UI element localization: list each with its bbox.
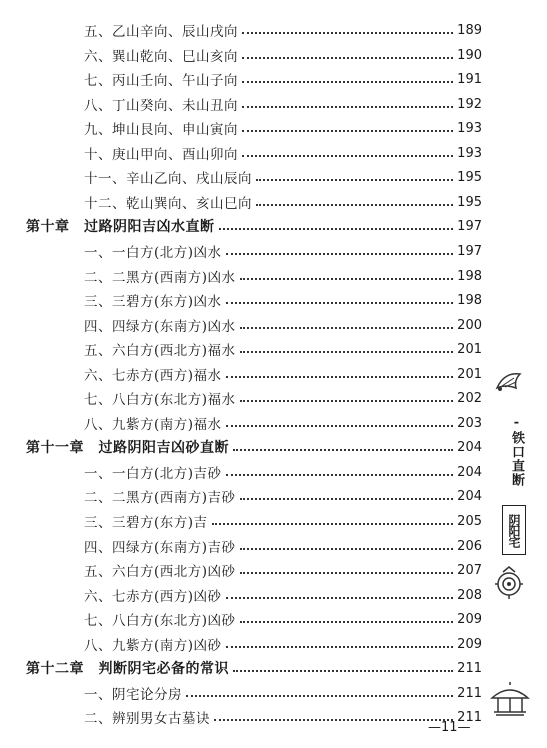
dot-leader xyxy=(212,522,454,525)
toc-entry-title: 十一、辛山乙向、戌山辰向 xyxy=(84,171,252,187)
dot-leader xyxy=(242,56,453,59)
dot-leader xyxy=(233,669,453,672)
medallion-ornament-icon xyxy=(494,566,524,600)
toc-entry-title: 八、丁山癸向、未山丑向 xyxy=(84,98,238,114)
toc-chapter-row xyxy=(26,436,482,458)
toc-entry-page: 190 xyxy=(457,47,482,63)
toc-section-row xyxy=(84,633,482,655)
toc-entry-title: 七、八白方(东北方)凶砂 xyxy=(84,613,236,629)
toc-entry-page: 201 xyxy=(457,366,482,382)
toc-section-row xyxy=(84,93,482,115)
toc-entry-page: 209 xyxy=(457,636,482,652)
toc-section-row xyxy=(84,19,482,41)
toc-section-row xyxy=(84,289,482,311)
toc-entry-title: 三、三碧方(东方)吉 xyxy=(84,515,208,531)
toc-section-row xyxy=(84,412,482,434)
toc-chapter-row xyxy=(26,215,482,237)
side-boxed-title xyxy=(502,505,526,555)
toc-section-row xyxy=(84,240,482,262)
toc-entry-title: 九、坤山艮向、申山寅向 xyxy=(84,122,238,138)
dot-leader xyxy=(256,178,453,181)
toc-entry-title: 八、九紫方(南方)福水 xyxy=(84,417,222,433)
toc-entry-title: 四、四绿方(东南方)凶水 xyxy=(84,319,236,335)
dot-leader xyxy=(242,154,453,157)
toc-entry-page: 206 xyxy=(457,538,482,554)
toc-section-row xyxy=(84,265,482,287)
toc-entry-title: 一、一白方(北方)凶水 xyxy=(84,245,222,261)
fan-ornament-icon xyxy=(494,370,524,394)
toc-entry-title: 五、六白方(西北方)福水 xyxy=(84,343,236,359)
toc-section-row xyxy=(84,608,482,630)
dot-leader xyxy=(226,301,454,304)
toc-section-row xyxy=(84,338,482,360)
dot-leader xyxy=(240,571,454,574)
dot-leader xyxy=(240,620,454,623)
dot-leader xyxy=(226,424,454,427)
toc-entry-page: 208 xyxy=(457,587,482,603)
toc-entry-title: 二、二黑方(西南方)吉砂 xyxy=(84,490,236,506)
toc-section-row xyxy=(84,559,482,581)
toc-entry-title: 第十章 过路阴阳吉凶水直断 xyxy=(26,219,215,235)
toc-entry-title: 十二、乾山巽向、亥山巳向 xyxy=(84,196,252,212)
side-decoration xyxy=(488,370,544,748)
toc-entry-page: 209 xyxy=(457,611,482,627)
toc-entry-page: 211 xyxy=(457,685,482,701)
toc-section-row xyxy=(84,166,482,188)
toc-entry-page: 207 xyxy=(457,562,482,578)
dot-leader xyxy=(240,497,454,500)
toc-section-row xyxy=(84,584,482,606)
toc-entry-title: 三、三碧方(东方)凶水 xyxy=(84,294,222,310)
toc-chapter-row xyxy=(26,657,482,679)
toc-section-row xyxy=(84,387,482,409)
dot-leader xyxy=(242,105,453,108)
toc-section-row xyxy=(84,314,482,336)
toc-entry-page: 204 xyxy=(457,488,482,504)
dot-leader xyxy=(233,448,453,451)
toc-entry-page: 211 xyxy=(457,660,482,676)
toc-entry-title: 七、八白方(东北方)福水 xyxy=(84,392,236,408)
toc-entry-title: 六、七赤方(西方)福水 xyxy=(84,368,222,384)
dot-leader xyxy=(226,252,454,255)
toc-entry-page: 189 xyxy=(457,22,482,38)
toc-entry-page: 192 xyxy=(457,96,482,112)
toc-entry-page: 211 xyxy=(457,709,482,725)
toc-entry-page: 193 xyxy=(457,145,482,161)
dot-leader xyxy=(256,203,453,206)
dot-leader xyxy=(242,31,453,34)
toc-entry-page: 198 xyxy=(457,292,482,308)
dot-leader xyxy=(226,375,454,378)
toc-entry-page: 195 xyxy=(457,194,482,210)
toc-section-row xyxy=(84,363,482,385)
toc-entry-title: 七、丙山壬向、午山子向 xyxy=(84,73,238,89)
toc-entry-title: 五、乙山辛向、辰山戌向 xyxy=(84,24,238,40)
toc-section-row xyxy=(84,117,482,139)
toc-section-row xyxy=(84,461,482,483)
dot-leader xyxy=(242,129,453,132)
dot-leader xyxy=(240,399,454,402)
toc-entry-title: 一、一白方(北方)吉砂 xyxy=(84,466,222,482)
toc-entry-page: 204 xyxy=(457,439,482,455)
toc-entry-title: 六、七赤方(西方)凶砂 xyxy=(84,589,222,605)
toc-entry-page: 193 xyxy=(457,120,482,136)
toc-entry-title: 二、辨别男女古墓诀 xyxy=(84,711,210,727)
toc-entry-page: 204 xyxy=(457,464,482,480)
pavilion-ornament-icon xyxy=(490,682,530,718)
toc-entry-title: 四、四绿方(东南方)吉砂 xyxy=(84,540,236,556)
toc-entry-title: 二、二黑方(西南方)凶水 xyxy=(84,270,236,286)
toc-entry-page: 205 xyxy=(457,513,482,529)
dot-leader xyxy=(226,473,454,476)
toc-section-row xyxy=(84,510,482,532)
toc-section-row xyxy=(84,706,482,728)
toc-entry-page: 197 xyxy=(457,218,482,234)
dot-leader xyxy=(240,326,454,329)
toc-section-row xyxy=(84,68,482,90)
toc-entry-title: 第十一章 过路阴阳吉凶砂直断 xyxy=(26,440,229,456)
dot-leader xyxy=(214,718,453,721)
dot-leader xyxy=(242,80,453,83)
toc-entry-title: 第十二章 判断阴宅必备的常识 xyxy=(26,661,229,677)
toc-entry-title: 五、六白方(西北方)凶砂 xyxy=(84,564,236,580)
toc-entry-page: 202 xyxy=(457,390,482,406)
toc-entry-title: 一、阴宅论分房 xyxy=(84,687,182,703)
toc-section-row xyxy=(84,682,482,704)
toc-entry-page: 195 xyxy=(457,169,482,185)
toc-entry-title: 十、庚山甲向、酉山卯向 xyxy=(84,147,238,163)
toc-entry-page: 201 xyxy=(457,341,482,357)
toc-entry-title: 八、九紫方(南方)凶砂 xyxy=(84,638,222,654)
toc-section-row xyxy=(84,191,482,213)
toc-section-row xyxy=(84,485,482,507)
side-boxed-label: 阴阳宅 xyxy=(507,513,521,547)
dot-leader xyxy=(226,596,454,599)
toc-entry-page: 197 xyxy=(457,243,482,259)
toc-entry-title: 六、巽山乾向、巳山亥向 xyxy=(84,49,238,65)
dot-leader xyxy=(240,547,454,550)
toc-entry-page: 191 xyxy=(457,71,482,87)
dot-leader xyxy=(219,227,454,230)
dot-leader xyxy=(226,645,454,648)
toc-entry-page: 200 xyxy=(457,317,482,333)
toc-section-row xyxy=(84,535,482,557)
toc-section-row xyxy=(84,44,482,66)
dot-leader xyxy=(186,694,453,697)
dot-leader xyxy=(240,350,454,353)
toc-section-row xyxy=(84,142,482,164)
page-number: —11— xyxy=(428,720,471,735)
dot-leader xyxy=(240,277,454,280)
toc-entry-page: 198 xyxy=(457,268,482,284)
toc-entry-page: 203 xyxy=(457,415,482,431)
side-vertical-title: -铁口直断 xyxy=(509,415,524,487)
